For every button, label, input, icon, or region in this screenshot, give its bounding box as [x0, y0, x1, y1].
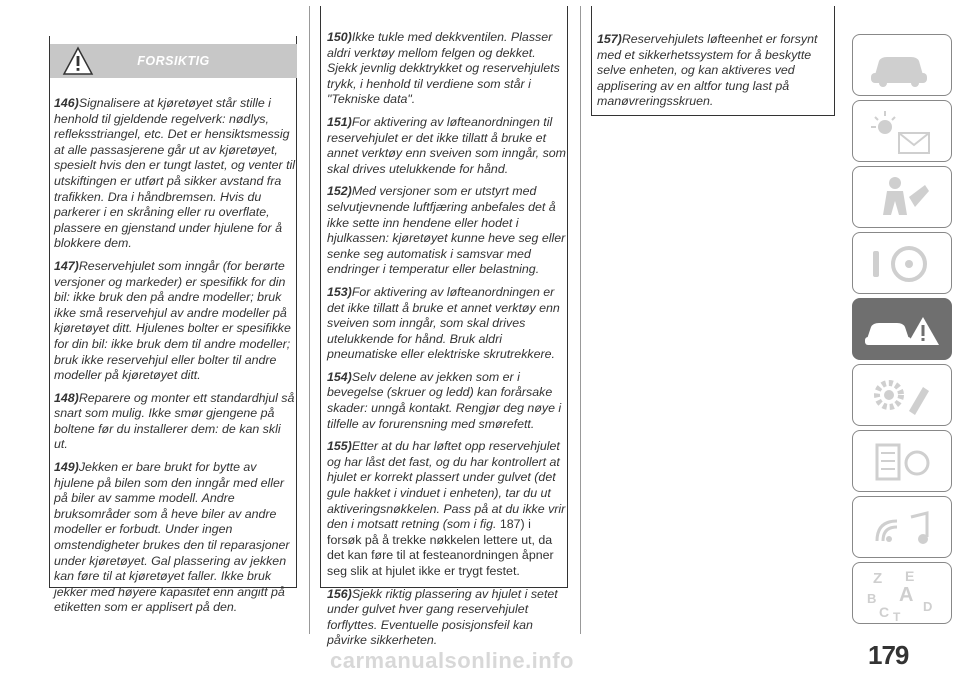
column-divider — [580, 6, 581, 634]
warning-list-2 — [327, 30, 567, 656]
warning-box-continued-2 — [591, 6, 835, 116]
note-153: 153)For aktivering av løfteanordningen er det ikke tillatt å bruke et annet verktøy enn sveiven som inngår, som skal drives utelukkende for hånd. Bruk aldri pneumatiske eller elektriske skrutrekkere. — [327, 284, 560, 362]
index-icon — [853, 563, 953, 625]
note-155: 155)Etter at du har løftet opp reservehjulet og har låst det fast, og du har kontrollert at hjulet er korrekt plassert under gulvet (det gule hakket i vinduet i enheten), tar du ut aktiveringsnøkkelen. Pass på at du ikke vrir den i motsatt retning (som i fig. 187) i forsøk på å trekke nøkkelen lettere ut, da det kan føre til at festeanordningen åpner seg slik at hjulet ikke er trygt festet. — [327, 439, 566, 578]
tab-multimedia[interactable] — [852, 496, 952, 558]
tab-warning-lights[interactable] — [852, 100, 952, 162]
note-147: 147)Reservehjulet som inngår (for berørte versjoner og markeder) er spesifikk for din bil: ikke bruk den på andre modeller; bruk ikke små reservehjul av andre modeller på kjøretøyet ditt. Hjulenes bolter er spesifikke for din bil: ikke bruk dem til andre modeller; bruk ikke reservehjul eller bolter til andre modeller på kjøretøyet ditt. — [54, 258, 291, 383]
seat-safety-icon — [853, 167, 953, 229]
note-148: 148)Reparere og monter ett standardhjul så snart som mulig. Ikke smør gjengene på boltene før du installerer dem: de kan skli ut. — [54, 390, 295, 452]
note-150: 150)Ikke tukle med dekkventilen. Plasser aldri verktøy mellom felgen og dekket. Sjekk jevnlig dekktrykket og reservehjulets trykk, i henhold til verdiene som står i "Tekniske data". — [327, 30, 560, 107]
multimedia-icon — [853, 497, 953, 559]
column-divider — [309, 6, 310, 634]
note-154: 154)Selv delene av jekken som er i bevegelse (skruer og ledd) kan forårsake skader: unngå kontakt. Rengjør deg nøye i tilfelle av forurensning med smørefett. — [327, 369, 562, 431]
note-151: 151)For aktivering av løfteanordningen til reservehjulet er det ikke tillatt å bruke et annet verktøy enn sveiven som inngår, som skal drives utelukkende for hånd. — [327, 114, 566, 176]
warning-banner — [50, 44, 297, 78]
index-letter: Z — [873, 570, 883, 587]
specifications-icon — [853, 431, 953, 493]
note-149: 149)Jekken er bare brukt for bytte av hjulene på bilen som den inngår med eller på biler av samme modell. Andre bruksområder som å heve biler av andre modeller er forbudt. Under ingen omstendigheter brukes den til reparasjoner under kjøretøyet. Gal plassering av jekken kan føre til at kjøretøyet faller. Ikke bruk jekker med høyere kapasitet enn angitt på etiketten som er applisert på den. — [54, 460, 290, 615]
car-dashboard-icon — [853, 35, 953, 97]
warning-title: FORSIKTIG — [137, 54, 210, 68]
tab-maintenance[interactable] — [852, 364, 952, 426]
tab-seat-safety[interactable] — [852, 166, 952, 228]
index-letter: E — [905, 568, 915, 584]
watermark: carmanualsonline.info — [330, 648, 574, 673]
maintenance-icon — [853, 365, 953, 427]
note-152: 152)Med versjoner som er utstyrt med selvutjevnende luftfjæring anbefales det å ikke sette inn hendene eller hodet i hjulkassen: kjøretøyet kunne heve seg eller senke seg automatisk i samsvar med endringer i temperatur eller belastning. — [327, 184, 566, 277]
steering-wheel-icon — [853, 233, 953, 295]
tab-specifications[interactable] — [852, 430, 952, 492]
index-letter: B — [867, 591, 877, 606]
note-156: 156)Sjekk riktig plassering av hjulet i setet under gulvet hver gang reservehjulet forflyttes. Eventuelle posisjonsfeil kan påvirke sikkerheten. — [327, 586, 558, 648]
emergency-breakdown-icon — [853, 299, 953, 361]
warning-box-continued — [320, 6, 568, 648]
warning-box — [49, 36, 297, 615]
tab-index[interactable] — [852, 562, 952, 624]
tab-steering-wheel[interactable] — [852, 232, 952, 294]
warning-lights-icon — [853, 101, 953, 163]
index-letter: A — [899, 584, 914, 606]
tab-emergency-breakdown[interactable] — [852, 298, 952, 360]
index-letter: T — [893, 610, 901, 624]
warning-list-3 — [597, 32, 833, 117]
page-number: 179 — [868, 640, 909, 670]
note-157: 157)Reservehjulets løfteenhet er forsynt med et sikkerhetssystem for å beskytte selve enheten, og kan aktiveres ved applisering av en altfor tung last på manøvreringsskruen. — [597, 32, 818, 109]
index-letter: D — [923, 599, 933, 614]
note-146: 146)Signalisere at kjøretøyet står stille i henhold til gjeldende regelverk: nødlys, refleksstriangel, etc. Det er hensiktsmessig at alle passasjerene går ut av kjøretøyet, spesielt hvis den er tungt lastet, og venter til utskiftingen er utført på sikker avstand fra trafikken. Dra i håndbremsen. Hvis du parkerer i en skråning eller ru overflate, plassere en gjenstand under hjulene for å blokkere dem. — [54, 96, 296, 251]
warning-list — [54, 96, 296, 623]
index-letter: C — [879, 604, 890, 620]
tab-car-dashboard[interactable] — [852, 34, 952, 96]
